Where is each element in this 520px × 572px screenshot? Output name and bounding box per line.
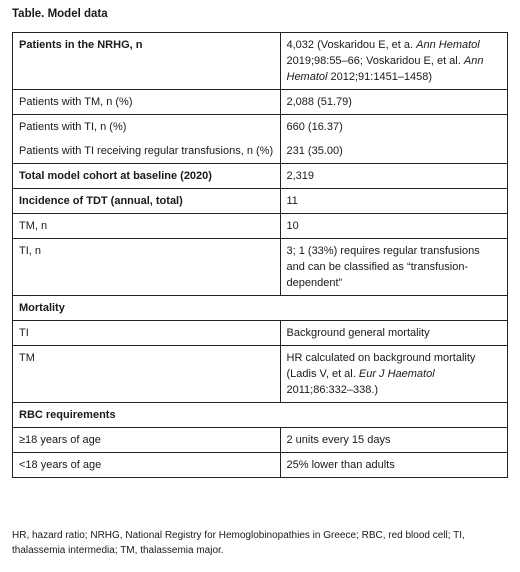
row-value: 25% lower than adults [280,453,508,478]
table-row [13,189,508,214]
table-row [13,453,508,478]
row-label: TM, n [13,214,281,239]
row-label: Patients in the NRHG, n [13,33,281,90]
row-value: 11 [280,189,508,214]
table-row [13,403,508,428]
section-heading-rbc: RBC requirements [13,403,508,428]
table-row [13,33,508,90]
row-label: TI, n [13,239,281,296]
row-value: 3; 1 (33%) requires regular transfusions and can be classified as “transfusion-dependent” [280,239,508,296]
table-row [13,296,508,321]
row-label: Total model cohort at baseline (2020) [13,164,281,189]
row-value: 2,319 [280,164,508,189]
table-row [13,321,508,346]
model-data-table [12,32,508,478]
table-row [13,164,508,189]
row-value: 231 (35.00) [280,139,508,164]
table-row [13,90,508,115]
row-value: 2 units every 15 days [280,428,508,453]
section-heading-mortality: Mortality [13,296,508,321]
row-label: ≥18 years of age [13,428,281,453]
table-footnote: HR, hazard ratio; NRHG, National Registry for Hemoglobinopathies in Greece; RBC, red blood cell; TI, thalassemia intermedia; TM, thalassemia major. [12,530,465,556]
row-label: <18 years of age [13,453,281,478]
row-label: TM [13,346,281,403]
row-label: Patients with TI receiving regular transfusions, n (%) [13,139,281,164]
row-label: TI [13,321,281,346]
row-value: HR calculated on background mortality (Ladis V, et al. Eur J Haematol 2011;86:332–338.) [280,346,508,403]
table-row [13,115,508,140]
row-label: Incidence of TDT (annual, total) [13,189,281,214]
table-row [13,346,508,403]
row-value: 10 [280,214,508,239]
table-row [13,428,508,453]
row-value: 2,088 (51.79) [280,90,508,115]
table-title: Table. Model data [12,8,108,20]
row-value: Background general mortality [280,321,508,346]
row-value: 660 (16.37) [280,115,508,140]
row-label: Patients with TI, n (%) [13,115,281,140]
row-value: 4,032 (Voskaridou E, et a. Ann Hematol 2019;98:55–66; Voskaridou E, et al. Ann Hematol 2012;91:1451–1458) [280,33,508,90]
table-row [13,214,508,239]
table-row [13,239,508,296]
row-label: Patients with TM, n (%) [13,90,281,115]
table-row [13,139,508,164]
